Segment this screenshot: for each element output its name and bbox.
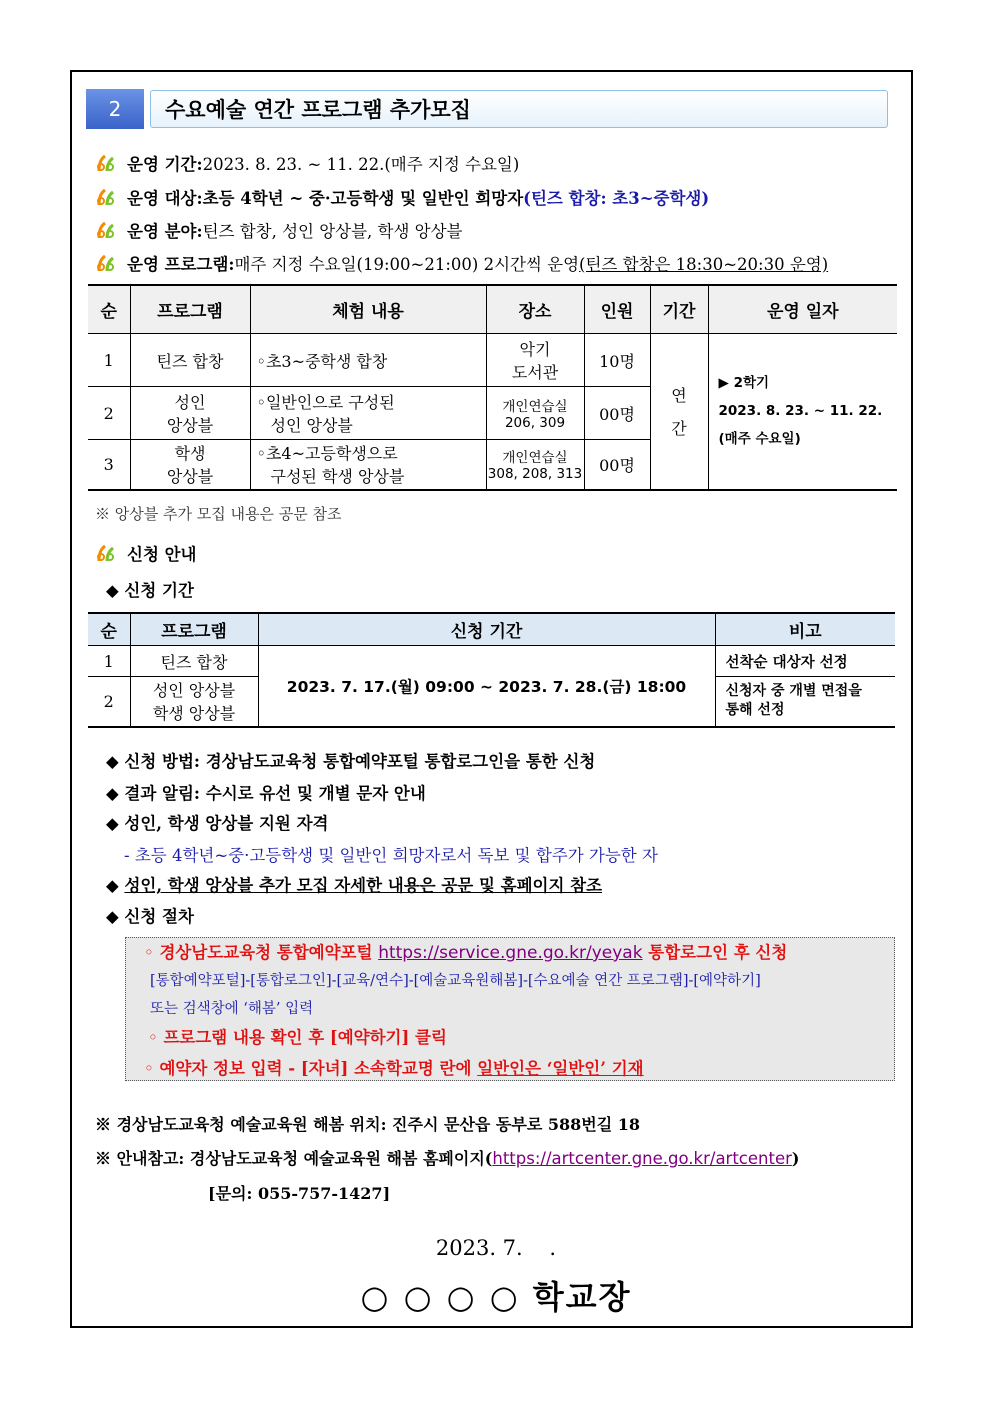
summary-value: 틴즈 합창, 성인 앙상블, 학생 앙상블 — [202, 222, 463, 241]
section-title-text: 수요예술 연간 프로그램 추가모집 — [165, 98, 471, 122]
apply-period-title: ◆ 신청 기간 — [106, 581, 194, 600]
procedure-line-5-underline: 일반인은 ‘일반인’ 기재 — [477, 1059, 644, 1078]
summary-label: 운영 분야: — [127, 222, 203, 241]
header-cell: 체험 내용 — [250, 285, 486, 334]
procedure-box — [125, 937, 895, 1081]
summary-program — [95, 251, 828, 275]
cell-content — [250, 440, 486, 490]
cell-people: 00명 — [584, 387, 650, 440]
summary-field — [95, 218, 462, 242]
sprout-icon — [95, 153, 117, 173]
cell-program — [130, 387, 250, 440]
procedure-line-2: [통합예약포털]-[통합로그인]-[교육/연수]-[예술교육원해봄]-[수요예술 연간 프로그램]-[예약하기] — [150, 973, 761, 989]
sprout-icon — [95, 220, 117, 240]
bullet-qualify-detail: - 초등 4학년~중·고등학생 및 일반인 희망자로서 독보 및 합주가 가능한 자 — [124, 846, 658, 865]
table-header-row — [88, 613, 895, 646]
content-line: ◦초4~고등학생으로 — [256, 444, 398, 464]
place-line: 308, 208, 313 — [487, 466, 583, 483]
period-line: 간 — [671, 419, 687, 439]
bullet-method: ◆ 신청 방법: 경상남도교육청 통합예약포털 통합로그인을 통한 신청 — [106, 752, 596, 771]
program-line: 앙상블 — [166, 416, 214, 435]
cell-program: 틴즈 합창 — [130, 646, 258, 677]
program-line: 성인 앙상블 — [152, 681, 236, 701]
summary-label: 운영 대상: — [127, 189, 203, 208]
header-cell: 장소 — [486, 285, 584, 334]
bullet-more-text: 성인, 학생 앙상블 추가 모집 자세한 내용은 공문 및 홈페이지 참조 — [124, 876, 603, 895]
footer-contact: [문의: 055-757-1427] — [208, 1184, 391, 1203]
sprout-icon — [95, 253, 117, 273]
cell-no: 3 — [88, 440, 130, 490]
header-cell: 프로그램 — [130, 285, 250, 334]
place-line: 206, 309 — [504, 415, 566, 431]
section-number: 2 — [86, 89, 144, 129]
cell-no: 2 — [88, 387, 130, 440]
program-line: 앙상블 — [166, 467, 214, 487]
header-cell: 운영 일자 — [708, 285, 897, 334]
cell-no: 1 — [88, 646, 130, 677]
cell-place — [486, 440, 584, 490]
program-line: 학생 — [174, 444, 206, 464]
schedule-line: 2023. 8. 23. ~ 11. 22. — [718, 403, 883, 420]
procedure-line-5-prefix: ◦ 예약자 정보 입력 - [자녀] 소속학교명 란에 — [144, 1059, 478, 1078]
cell-place — [486, 387, 584, 440]
bullet-more-prefix: ◆ — [106, 876, 125, 895]
bullet-result: ◆ 결과 알림: 수시로 유선 및 개별 문자 안내 — [106, 784, 426, 803]
cell-program — [130, 440, 250, 490]
cell-place — [486, 334, 584, 387]
period-line: 연 — [671, 386, 687, 406]
header-cell: 순 — [88, 613, 130, 646]
apply-title: 신청 안내 — [127, 545, 197, 564]
program-line: 학생 앙상블 — [152, 704, 236, 724]
summary-value: 2023. 8. 23. ~ 11. 22.(매주 지정 수요일) — [202, 155, 520, 174]
summary-note: (틴즈 합창: 초3~중학생) — [523, 189, 710, 208]
schedule-line: (매주 수요일) — [718, 431, 801, 448]
procedure-prefix: ◦ 경상남도교육청 통합예약포털 — [144, 943, 379, 962]
bullet-qualify: ◆ 성인, 학생 앙상블 지원 자격 — [106, 814, 329, 833]
header-cell: 신청 기간 — [258, 613, 715, 646]
footer-date: 2023. 7. . — [435, 1236, 557, 1260]
footer-location: ※ 경상남도교육청 예술교육원 해봄 위치: 진주시 문산읍 동부로 588번길 18 — [95, 1115, 641, 1134]
place-line: 악기 — [519, 340, 551, 359]
cell-program: 틴즈 합창 — [130, 334, 250, 387]
footer-info — [95, 1146, 799, 1169]
remark-line: 통해 선정 — [725, 702, 785, 719]
procedure-suffix: 통합로그인 후 신청 — [642, 943, 788, 962]
footer-info-suffix: ) — [791, 1149, 800, 1168]
summary-note: (틴즈 합창은 18:30~20:30 운영) — [579, 255, 829, 274]
content-line: ◦일반인으로 구성된 — [256, 393, 395, 412]
procedure-line-4: ◦ 프로그램 내용 확인 후 [예약하기] 클릭 — [148, 1028, 447, 1047]
yeyak-link[interactable]: https://service.gne.go.kr/yeyak — [378, 943, 643, 963]
header-cell: 프로그램 — [130, 613, 258, 646]
header-cell: 순 — [88, 285, 130, 334]
cell-program — [130, 677, 258, 727]
table-row — [88, 334, 897, 387]
summary-label: 운영 기간: — [127, 155, 203, 174]
program-table — [88, 284, 897, 491]
cell-apply-period: 2023. 7. 17.(월) 09:00 ~ 2023. 7. 28.(금) 18:00 — [258, 646, 715, 727]
footer-info-prefix: ※ 안내참고: 경상남도교육청 예술교육원 해봄 홈페이지( — [95, 1149, 493, 1168]
summary-value: 초등 4학년 ~ 중·고등학생 및 일반인 희망자 — [202, 189, 524, 208]
remark-line: 신청자 중 개별 면접을 — [725, 683, 862, 700]
procedure-line-3: 또는 검색창에 ‘해봄’ 입력 — [150, 1001, 314, 1017]
sprout-icon — [95, 543, 117, 563]
summary-target — [95, 185, 709, 209]
procedure-line-1 — [144, 939, 787, 963]
artcenter-link[interactable]: https://artcenter.gne.go.kr/artcenter — [492, 1149, 792, 1168]
place-line: 개인연습실 — [502, 450, 568, 467]
place-line: 개인연습실 — [502, 399, 568, 415]
cell-content: ◦초3~중학생 합창 — [250, 334, 486, 387]
cell-people: 10명 — [584, 334, 650, 387]
cell-period — [650, 334, 708, 490]
procedure-line-5 — [144, 1055, 644, 1079]
schedule-line: ▶ 2학기 — [718, 375, 770, 392]
cell-content — [250, 387, 486, 440]
apply-heading — [95, 541, 197, 565]
cell-remark: 선착순 대상자 선정 — [715, 646, 895, 677]
summary-period — [95, 151, 519, 175]
cell-no: 2 — [88, 677, 130, 727]
table-header-row — [88, 285, 897, 334]
summary-label: 운영 프로그램: — [127, 255, 235, 274]
content-line: 성인 앙상블 — [270, 416, 353, 435]
header-cell: 인원 — [584, 285, 650, 334]
place-line: 도서관 — [511, 363, 559, 382]
summary-value: 매주 지정 수요일(19:00~21:00) 2시간씩 운영 — [234, 255, 580, 274]
footer-signature: ○ ○ ○ ○ 학교장 — [360, 1278, 632, 1316]
section-title — [150, 90, 888, 128]
cell-people: 00명 — [584, 440, 650, 490]
bullet-procedure: ◆ 신청 절차 — [106, 907, 194, 926]
cell-schedule — [708, 334, 897, 490]
cell-remark — [715, 677, 895, 727]
bullet-more — [106, 872, 602, 896]
program-line: 성인 — [174, 393, 206, 412]
apply-table — [88, 612, 895, 728]
sprout-icon — [95, 187, 117, 207]
header-cell: 기간 — [650, 285, 708, 334]
cell-no: 1 — [88, 334, 130, 387]
table-note: ※ 앙상블 추가 모집 내용은 공문 참조 — [95, 505, 342, 523]
header-cell: 비고 — [715, 613, 895, 646]
table-row — [88, 646, 895, 677]
content-line: 구성된 학생 앙상블 — [270, 467, 405, 487]
